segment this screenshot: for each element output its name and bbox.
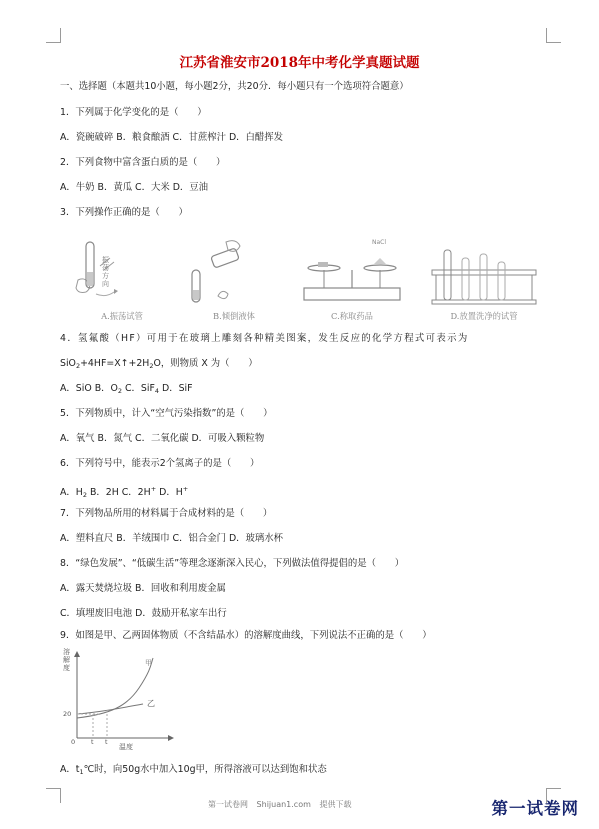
x-axis-label: 温度 <box>119 743 133 751</box>
nacl-label: NaCl <box>372 239 387 246</box>
test-tube-rack-illustration <box>422 236 546 308</box>
question-5-options: A．氧气 B．氮气 C．二氧化碳 D．可吸入颗粒物 <box>60 433 265 444</box>
solubility-curve-figure <box>61 648 181 754</box>
x-tick-t2: t <box>105 738 108 746</box>
figure-c-caption: C.称取药品 <box>331 311 373 321</box>
figure-b-caption: B.倾倒液体 <box>213 311 255 321</box>
origin-label: 0 <box>71 738 76 746</box>
shaking-test-tube-illustration <box>66 236 178 308</box>
question-6-stem: 6．下列符号中，能表示2个氢离子的是（ ） <box>60 458 260 469</box>
question-8-stem: 8．“绿色发展”、“低碳生活”等理念逐渐深入民心，下列做法值得提倡的是（ ） <box>60 558 405 569</box>
figure-d <box>422 236 546 322</box>
question-6-options: A．$H_2$ B．2H C．2H+ D．H+ <box>60 485 189 499</box>
question-4-equation: $SiO_2+4HF=X↑+2H_2O$，则物质 X 为（ ） <box>60 358 258 370</box>
solubility-curve-graph <box>61 648 181 754</box>
question-7-options: A．塑料直尺 B．羊绒围巾 C．铝合金门 D．玻璃水杯 <box>60 533 284 544</box>
question-9-stem: 9．如图是甲、乙两固体物质（不含结晶水）的溶解度曲线，下列说法不正确的是（ ） <box>60 630 432 641</box>
curve-label-jia: 甲 <box>145 659 152 667</box>
question-4-stem: 4．氢氟酸（HF）可用于在玻璃上雕刻各种精美图案，发生反应的化学方程式可表示为 <box>60 333 469 344</box>
figure-c <box>290 236 414 322</box>
question-2-stem: 2．下列食物中富含蛋白质的是（ ） <box>60 157 226 168</box>
figure-a <box>66 236 178 322</box>
section-heading: 一、选择题（本题共10小题，每小题2分，共20分．每小题只有一个选项符合题意） <box>60 81 409 92</box>
page-corner-mark <box>46 788 61 803</box>
shake-direction-label: 振荡方向 <box>102 256 109 288</box>
question-3-stem: 3．下列操作正确的是（ ） <box>60 207 188 218</box>
question-2-options: A．牛奶 B．黄瓜 C．大米 D．豆油 <box>60 182 209 193</box>
balance-scale-illustration <box>290 236 414 308</box>
page-corner-mark <box>46 28 61 43</box>
question-4-options: A．SiO B．$O_2$ C．SiF$_4$ D．SiF <box>60 383 193 395</box>
page-footer: 第一试卷网 Shijuan1.com 提供下载 <box>208 800 352 809</box>
curve-label-yi: 乙 <box>147 699 155 708</box>
figure-a-caption: A.振荡试管 <box>101 311 143 321</box>
figure-d-caption: D.放置洗净的试管 <box>450 311 518 321</box>
question-3-figures <box>66 236 546 322</box>
question-5-stem: 5．下列物质中，计入“空气污染指数”的是（ ） <box>60 408 273 419</box>
question-1-options: A．瓷碗破碎 B．粮食酿酒 C．甘蔗榨汁 D．白醋挥发 <box>60 132 284 143</box>
question-9-option-a: A．$t_1℃$时，向50g水中加入10g甲，所得溶液可以达到饱和状态 <box>60 764 327 776</box>
question-1-stem: 1．下列属于化学变化的是（ ） <box>60 107 207 118</box>
page-corner-mark <box>546 28 561 43</box>
y-axis-label: 溶解度 <box>63 648 70 672</box>
x-tick-t1: t <box>91 738 94 746</box>
watermark-brand: 第一试卷网 <box>491 799 579 818</box>
pouring-liquid-illustration <box>178 236 290 308</box>
figure-b <box>178 236 290 322</box>
y-tick-20: 20 <box>63 710 72 718</box>
document-title: 江苏省淮安市2018年中考化学真题试题 <box>179 55 420 71</box>
question-7-stem: 7．下列物品所用的材料属于合成材料的是（ ） <box>60 508 273 519</box>
question-8-options-1: A．露天焚烧垃圾 B．回收和利用废金属 <box>60 583 226 594</box>
question-8-options-2: C．填埋废旧电池 D．鼓励开私家车出行 <box>60 608 227 619</box>
